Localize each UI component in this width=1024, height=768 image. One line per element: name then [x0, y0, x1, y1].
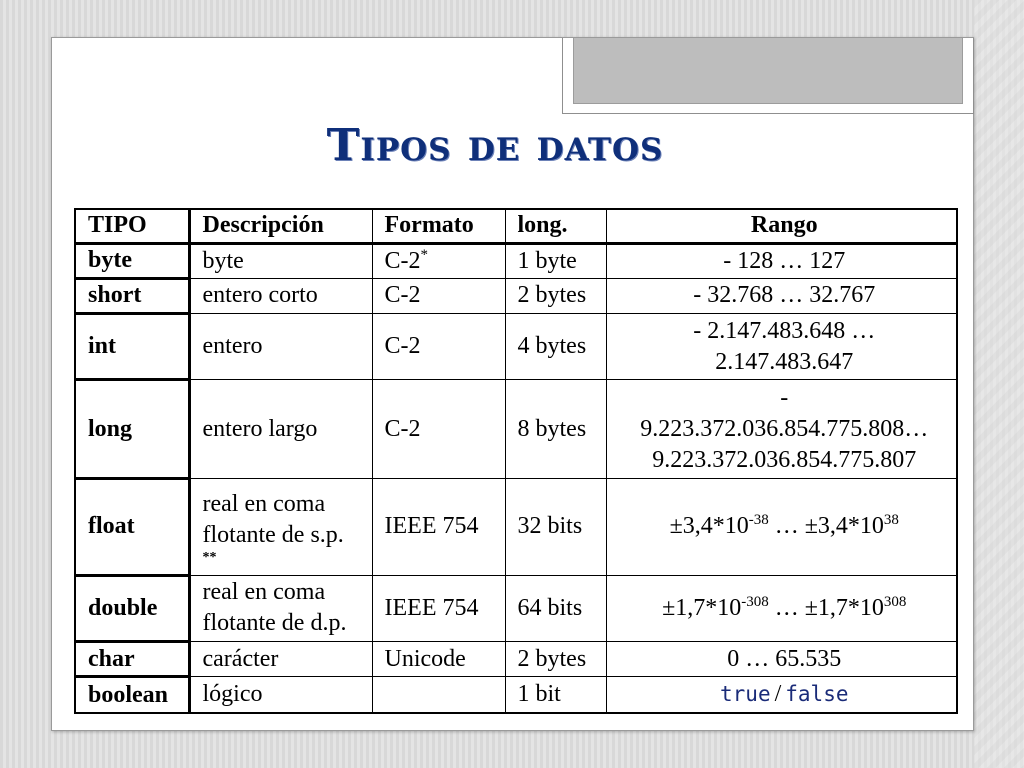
descripcion-line: flotante de d.p. [202, 610, 347, 637]
cell-long: 1 byte [505, 243, 606, 278]
descripcion-line: real en coma [202, 579, 326, 606]
cell-tipo: boolean [75, 677, 189, 713]
cell-rango [606, 575, 957, 641]
rango-ellipsis: … [768, 594, 805, 621]
rango-max-exponent: 308 [883, 593, 907, 610]
cell-descripcion: entero [189, 313, 372, 379]
cell-descripcion [189, 478, 372, 575]
cell-tipo: byte [75, 243, 189, 278]
rango-min-exponent: -38 [748, 512, 769, 529]
cell-tipo: int [75, 313, 189, 379]
footnote-mark: ** [202, 549, 217, 565]
table-row [75, 243, 957, 278]
header-tipo: TIPO [75, 209, 189, 243]
slide-header-tab [562, 38, 974, 114]
cell-tipo: short [75, 278, 189, 313]
rango-ellipsis: … [768, 513, 805, 540]
cell-long: 4 bytes [505, 313, 606, 379]
rango-max-exponent: 38 [883, 512, 899, 529]
table-row [75, 478, 957, 575]
cell-long: 1 bit [505, 677, 606, 713]
header-descripcion: Descripción [189, 209, 372, 243]
cell-tipo: char [75, 642, 189, 677]
cell-formato: C-2 [372, 313, 505, 379]
table-row [75, 642, 957, 677]
cell-formato: Unicode [372, 642, 505, 677]
data-types-table [74, 208, 958, 714]
cell-long: 8 bytes [505, 380, 606, 479]
rango-false: false [785, 682, 849, 707]
rango-true: true [720, 682, 771, 707]
cell-descripcion: byte [189, 243, 372, 278]
cell-descripcion: entero corto [189, 278, 372, 313]
header-rango: Rango [606, 209, 957, 243]
rango-line: - 2.147.483.648 … [693, 317, 876, 344]
rango-max: ±3,4*10 [804, 513, 884, 540]
rango-line: 9.223.372.036.854.775.807 [652, 446, 917, 473]
cell-tipo: float [75, 478, 189, 575]
cell-formato [372, 243, 505, 278]
formato-text: C-2 [384, 247, 421, 274]
cell-formato: C-2 [372, 278, 505, 313]
background-decoration [974, 0, 1024, 768]
cell-tipo: double [75, 575, 189, 641]
cell-descripcion: entero largo [189, 380, 372, 479]
table-row [75, 677, 957, 713]
cell-tipo: long [75, 380, 189, 479]
cell-rango [606, 478, 957, 575]
table-row [75, 575, 957, 641]
header-long: long. [505, 209, 606, 243]
slide-header-tab-inner [573, 38, 963, 104]
cell-rango [606, 677, 957, 713]
rango-max: ±1,7*10 [804, 594, 884, 621]
rango-line: - [780, 384, 789, 411]
cell-formato: IEEE 754 [372, 478, 505, 575]
cell-formato: IEEE 754 [372, 575, 505, 641]
table-row [75, 313, 957, 379]
descripcion-line: flotante de s.p. [202, 521, 344, 548]
table-row [75, 278, 957, 313]
rango-separator: / [774, 681, 782, 708]
cell-descripcion: lógico [189, 677, 372, 713]
cell-long: 64 bits [505, 575, 606, 641]
rango-min: ±1,7*10 [662, 594, 742, 621]
cell-rango: 0 … 65.535 [606, 642, 957, 677]
cell-rango [606, 380, 957, 479]
rango-min: ±3,4*10 [669, 513, 749, 540]
slide-title: Tipos de datos [326, 120, 664, 171]
rango-line: 9.223.372.036.854.775.808… [640, 415, 929, 442]
cell-long: 2 bytes [505, 642, 606, 677]
rango-line: 2.147.483.647 [715, 348, 854, 375]
cell-long: 32 bits [505, 478, 606, 575]
cell-descripcion: carácter [189, 642, 372, 677]
cell-formato: C-2 [372, 380, 505, 479]
cell-formato [372, 677, 505, 713]
cell-long: 2 bytes [505, 278, 606, 313]
table-row [75, 380, 957, 479]
header-formato: Formato [372, 209, 505, 243]
rango-min-exponent: -308 [741, 593, 769, 610]
descripcion-line: real en coma [202, 490, 326, 517]
cell-rango: - 32.768 … 32.767 [606, 278, 957, 313]
cell-rango [606, 313, 957, 379]
footnote-mark: * [420, 246, 428, 263]
table-header-row [75, 209, 957, 243]
cell-descripcion [189, 575, 372, 641]
cell-rango: - 128 … 127 [606, 243, 957, 278]
